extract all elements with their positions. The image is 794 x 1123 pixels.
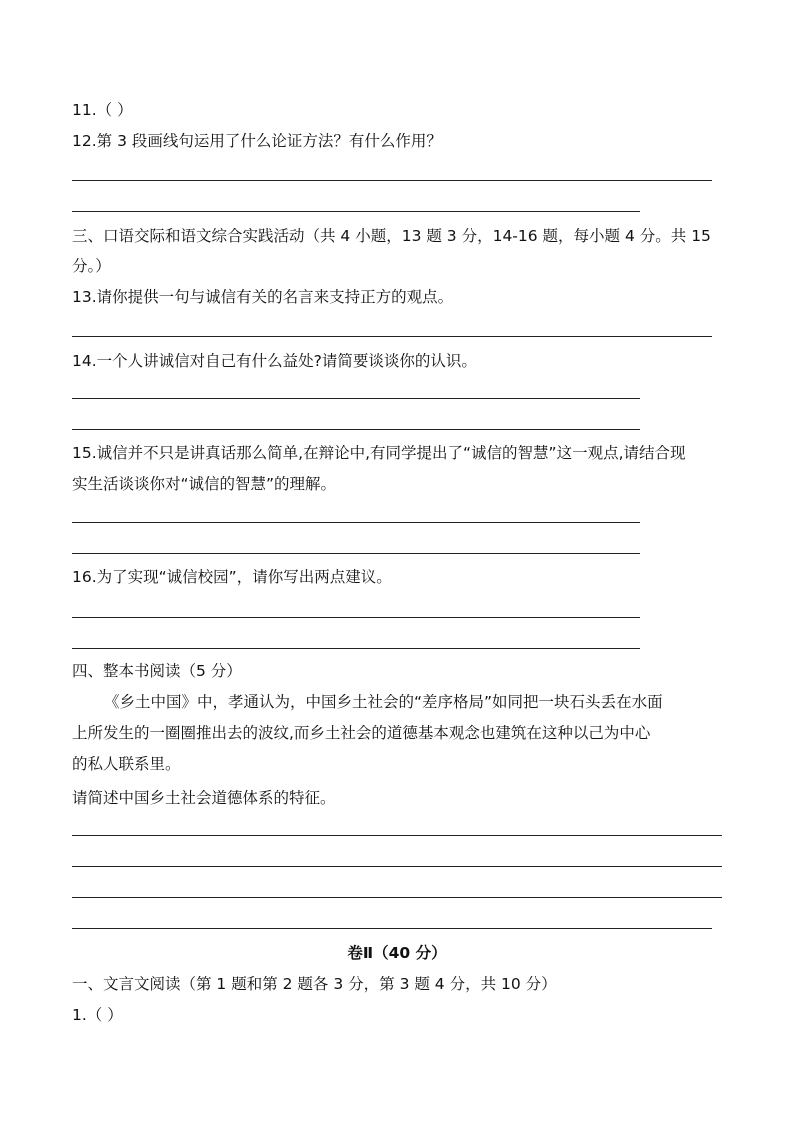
question-12: 12.第 3 段画线句运用了什么论证方法？有什么作用？: [72, 132, 442, 150]
volume-2-title: 卷Ⅱ（40 分）: [347, 944, 447, 962]
question-14: 14.一个人讲诚信对自己有什么益处?请简要谈谈你的认识。: [72, 352, 477, 370]
section-4-paragraph-line2: 上所发生的一圈圈推出去的波纹,而乡土社会的道德基本观念也建筑在这种以己为中心: [72, 724, 651, 742]
answer-line-12b[interactable]: [72, 211, 640, 212]
question-15-line1: 15.诚信并不只是讲真话那么简单,在辩论中,有同学提出了“诚信的智慧”这一观点,请结合现: [72, 444, 686, 462]
answer-line-15b[interactable]: [72, 553, 640, 554]
section-4-heading: 四、整本书阅读（5 分）: [72, 662, 242, 680]
section-3-heading-line2: 分。）: [72, 257, 111, 275]
answer-line-12a[interactable]: [72, 180, 712, 181]
question-16: 16.为了实现“诚信校园”，请你写出两点建议。: [72, 568, 392, 586]
answer-line-4b[interactable]: [72, 866, 722, 867]
answer-line-13[interactable]: [72, 336, 712, 337]
answer-line-4a[interactable]: [72, 835, 722, 836]
section-4-paragraph-line1: 《乡土中国》中，孝通认为，中国乡土社会的“差序格局”如同把一块石头丢在水面: [104, 693, 663, 711]
question-15-line2: 实生活谈谈你对“诚信的智慧”的理解。: [72, 475, 337, 493]
answer-line-14b[interactable]: [72, 429, 640, 430]
answer-line-16a[interactable]: [72, 617, 640, 618]
answer-line-16b[interactable]: [72, 648, 640, 649]
volume-2-section-1-heading: 一、文言文阅读（第 1 题和第 2 题各 3 分，第 3 题 4 分，共 10 分）: [72, 975, 557, 993]
answer-line-4d[interactable]: [72, 928, 712, 929]
volume-2-question-1: 1.（ ）: [72, 1006, 123, 1024]
question-11: 11.（ ）: [72, 101, 133, 119]
section-4-paragraph-line3: 的私人联系里。: [72, 755, 181, 773]
section-4-prompt: 请简述中国乡土社会道德体系的特征。: [72, 789, 336, 807]
section-3-heading-line1: 三、口语交际和语文综合实践活动（共 4 小题，13 题 3 分，14-16 题，每小题 4 分。共 15: [72, 227, 711, 245]
question-13: 13.请你提供一句与诚信有关的名言来支持正方的观点。: [72, 288, 454, 306]
answer-line-14a[interactable]: [72, 398, 640, 399]
answer-line-4c[interactable]: [72, 897, 722, 898]
answer-line-15a[interactable]: [72, 522, 640, 523]
